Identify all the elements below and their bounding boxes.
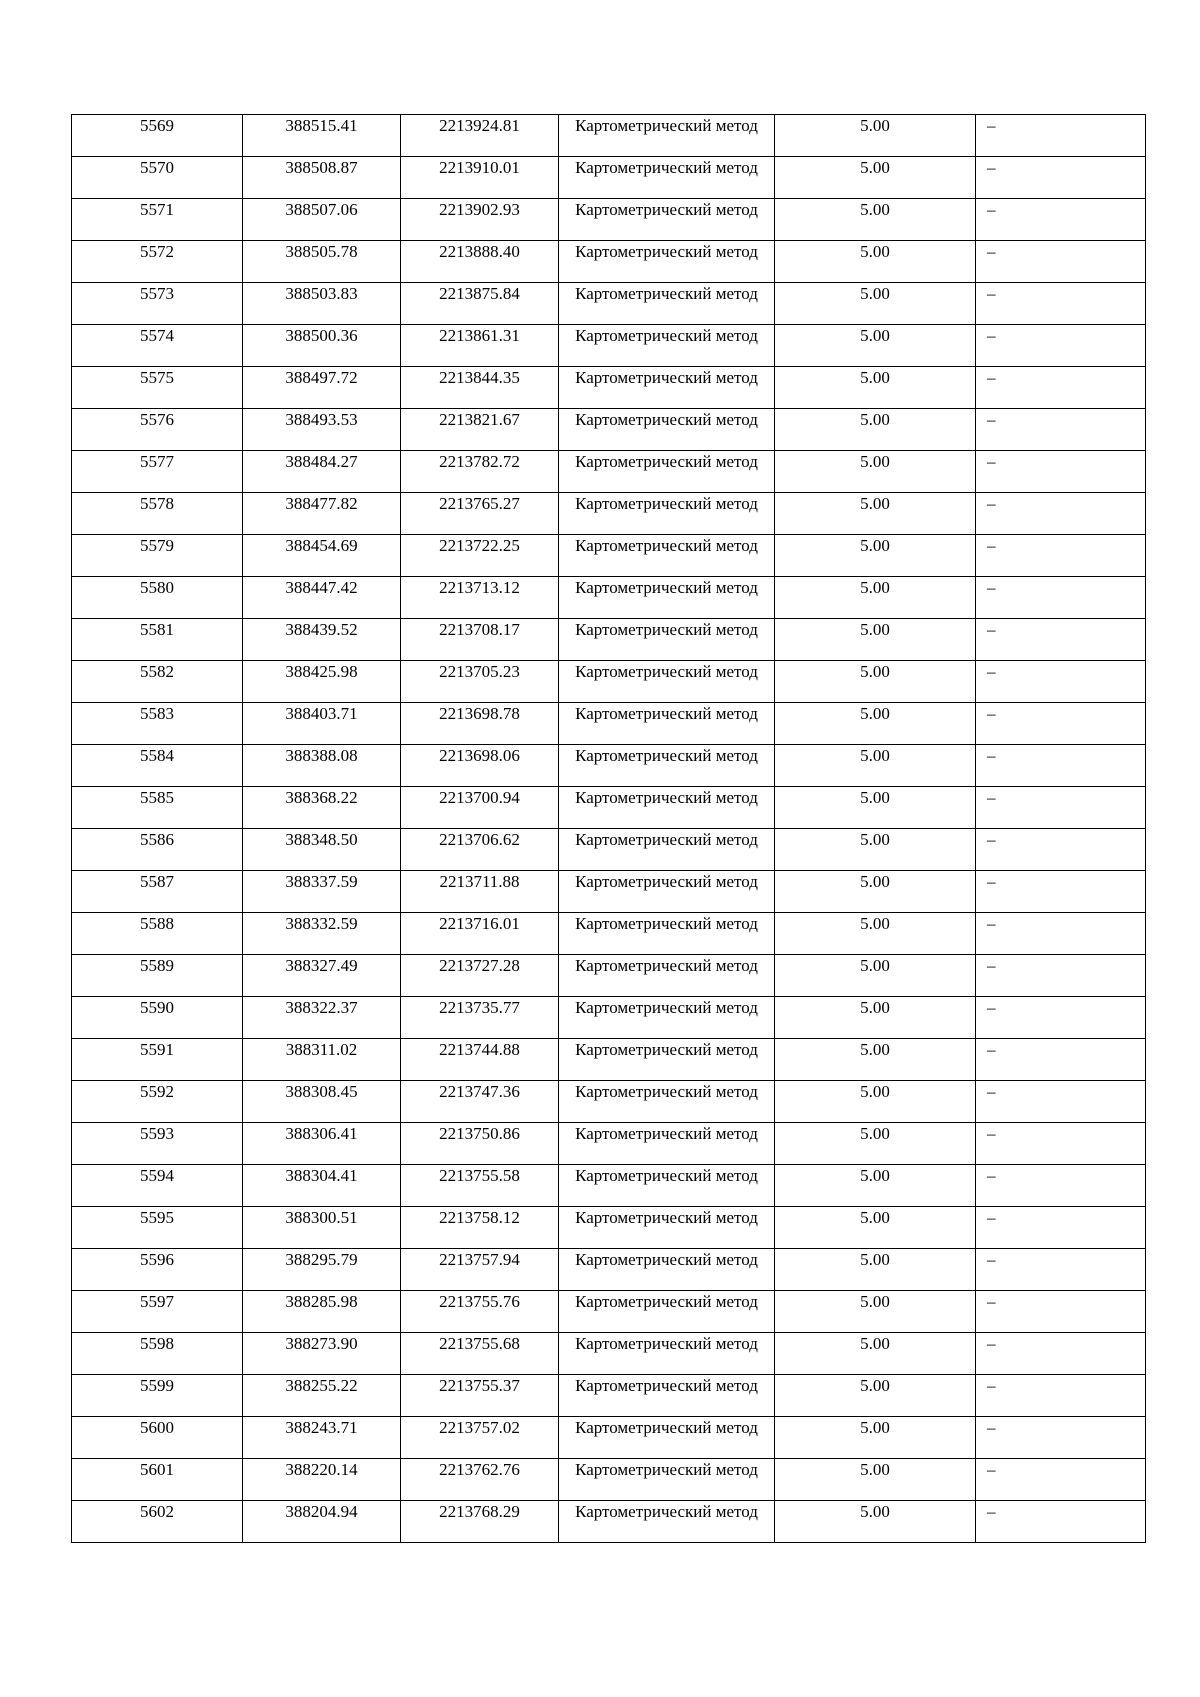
coordinate-x-cell: 388337.59 — [243, 871, 401, 913]
coordinate-y-cell: 2213755.37 — [401, 1375, 559, 1417]
coordinate-y-cell: 2213727.28 — [401, 955, 559, 997]
precision-cell: 5.00 — [775, 1417, 976, 1459]
coordinate-x-cell: 388273.90 — [243, 1333, 401, 1375]
point-number-cell: 5579 — [72, 535, 243, 577]
coordinate-y-cell: 2213722.25 — [401, 535, 559, 577]
note-cell: – — [976, 1039, 1146, 1081]
coordinate-y-cell: 2213716.01 — [401, 913, 559, 955]
method-cell: Картометрический метод — [559, 1123, 775, 1165]
point-number-cell: 5585 — [72, 787, 243, 829]
method-cell: Картометрический метод — [559, 535, 775, 577]
precision-cell: 5.00 — [775, 1123, 976, 1165]
table-row — [72, 199, 1146, 241]
point-number-cell: 5594 — [72, 1165, 243, 1207]
point-number-cell: 5598 — [72, 1333, 243, 1375]
table-row — [72, 871, 1146, 913]
coordinate-x-cell: 388243.71 — [243, 1417, 401, 1459]
coordinate-y-cell: 2213711.88 — [401, 871, 559, 913]
precision-cell: 5.00 — [775, 829, 976, 871]
coordinate-y-cell: 2213758.12 — [401, 1207, 559, 1249]
note-cell: – — [976, 1123, 1146, 1165]
note-cell: – — [976, 703, 1146, 745]
table-row — [72, 367, 1146, 409]
precision-cell: 5.00 — [775, 1291, 976, 1333]
precision-cell: 5.00 — [775, 1039, 976, 1081]
method-cell: Картометрический метод — [559, 1207, 775, 1249]
coordinate-y-cell: 2213700.94 — [401, 787, 559, 829]
point-number-cell: 5593 — [72, 1123, 243, 1165]
precision-cell: 5.00 — [775, 325, 976, 367]
precision-cell: 5.00 — [775, 367, 976, 409]
note-cell: – — [976, 115, 1146, 157]
coordinate-x-cell: 388500.36 — [243, 325, 401, 367]
point-number-cell: 5573 — [72, 283, 243, 325]
precision-cell: 5.00 — [775, 535, 976, 577]
method-cell: Картометрический метод — [559, 1165, 775, 1207]
note-cell: – — [976, 367, 1146, 409]
precision-cell: 5.00 — [775, 1081, 976, 1123]
coordinate-y-cell: 2213698.78 — [401, 703, 559, 745]
point-number-cell: 5572 — [72, 241, 243, 283]
table-row — [72, 1291, 1146, 1333]
coordinate-y-cell: 2213821.67 — [401, 409, 559, 451]
point-number-cell: 5596 — [72, 1249, 243, 1291]
precision-cell: 5.00 — [775, 409, 976, 451]
point-number-cell: 5595 — [72, 1207, 243, 1249]
coordinate-x-cell: 388304.41 — [243, 1165, 401, 1207]
precision-cell: 5.00 — [775, 955, 976, 997]
coordinate-x-cell: 388503.83 — [243, 283, 401, 325]
method-cell: Картометрический метод — [559, 997, 775, 1039]
coordinate-y-cell: 2213713.12 — [401, 577, 559, 619]
precision-cell: 5.00 — [775, 1375, 976, 1417]
method-cell: Картометрический метод — [559, 661, 775, 703]
note-cell: – — [976, 1249, 1146, 1291]
point-number-cell: 5600 — [72, 1417, 243, 1459]
method-cell: Картометрический метод — [559, 115, 775, 157]
point-number-cell: 5583 — [72, 703, 243, 745]
coordinate-y-cell: 2213910.01 — [401, 157, 559, 199]
coordinate-x-cell: 388220.14 — [243, 1459, 401, 1501]
precision-cell: 5.00 — [775, 1501, 976, 1543]
coordinate-x-cell: 388497.72 — [243, 367, 401, 409]
method-cell: Картометрический метод — [559, 913, 775, 955]
coordinate-x-cell: 388308.45 — [243, 1081, 401, 1123]
note-cell: – — [976, 199, 1146, 241]
point-number-cell: 5590 — [72, 997, 243, 1039]
table-row — [72, 1459, 1146, 1501]
coordinate-x-cell: 388477.82 — [243, 493, 401, 535]
note-cell: – — [976, 1207, 1146, 1249]
note-cell: – — [976, 1417, 1146, 1459]
table-row — [72, 1375, 1146, 1417]
precision-cell: 5.00 — [775, 787, 976, 829]
precision-cell: 5.00 — [775, 871, 976, 913]
table-row — [72, 787, 1146, 829]
coordinates-table-body — [72, 115, 1146, 1543]
coordinate-y-cell: 2213765.27 — [401, 493, 559, 535]
method-cell: Картометрический метод — [559, 409, 775, 451]
method-cell: Картометрический метод — [559, 829, 775, 871]
method-cell: Картометрический метод — [559, 1501, 775, 1543]
method-cell: Картометрический метод — [559, 493, 775, 535]
table-row — [72, 955, 1146, 997]
method-cell: Картометрический метод — [559, 955, 775, 997]
method-cell: Картометрический метод — [559, 283, 775, 325]
coordinate-y-cell: 2213782.72 — [401, 451, 559, 493]
precision-cell: 5.00 — [775, 1249, 976, 1291]
note-cell: – — [976, 619, 1146, 661]
coordinate-y-cell: 2213708.17 — [401, 619, 559, 661]
note-cell: – — [976, 1081, 1146, 1123]
method-cell: Картометрический метод — [559, 745, 775, 787]
table-row — [72, 1081, 1146, 1123]
coordinate-y-cell: 2213705.23 — [401, 661, 559, 703]
precision-cell: 5.00 — [775, 619, 976, 661]
table-row — [72, 493, 1146, 535]
point-number-cell: 5592 — [72, 1081, 243, 1123]
coordinate-y-cell: 2213844.35 — [401, 367, 559, 409]
note-cell: – — [976, 1459, 1146, 1501]
table-row — [72, 241, 1146, 283]
table-row — [72, 451, 1146, 493]
method-cell: Картометрический метод — [559, 787, 775, 829]
method-cell: Картометрический метод — [559, 157, 775, 199]
method-cell: Картометрический метод — [559, 241, 775, 283]
coordinate-x-cell: 388388.08 — [243, 745, 401, 787]
note-cell: – — [976, 535, 1146, 577]
note-cell: – — [976, 157, 1146, 199]
point-number-cell: 5577 — [72, 451, 243, 493]
table-row — [72, 1039, 1146, 1081]
point-number-cell: 5569 — [72, 115, 243, 157]
method-cell: Картометрический метод — [559, 451, 775, 493]
coordinate-y-cell: 2213755.68 — [401, 1333, 559, 1375]
point-number-cell: 5602 — [72, 1501, 243, 1543]
precision-cell: 5.00 — [775, 661, 976, 703]
method-cell: Картометрический метод — [559, 1417, 775, 1459]
note-cell: – — [976, 1291, 1146, 1333]
point-number-cell: 5580 — [72, 577, 243, 619]
precision-cell: 5.00 — [775, 577, 976, 619]
coordinate-y-cell: 2213757.02 — [401, 1417, 559, 1459]
table-row — [72, 745, 1146, 787]
note-cell: – — [976, 1501, 1146, 1543]
point-number-cell: 5570 — [72, 157, 243, 199]
coordinate-y-cell: 2213762.76 — [401, 1459, 559, 1501]
coordinate-x-cell: 388255.22 — [243, 1375, 401, 1417]
table-row — [72, 829, 1146, 871]
precision-cell: 5.00 — [775, 1459, 976, 1501]
point-number-cell: 5581 — [72, 619, 243, 661]
table-row — [72, 1249, 1146, 1291]
coordinate-y-cell: 2213750.86 — [401, 1123, 559, 1165]
precision-cell: 5.00 — [775, 115, 976, 157]
note-cell: – — [976, 1333, 1146, 1375]
coordinate-x-cell: 388505.78 — [243, 241, 401, 283]
note-cell: – — [976, 283, 1146, 325]
point-number-cell: 5601 — [72, 1459, 243, 1501]
point-number-cell: 5576 — [72, 409, 243, 451]
method-cell: Картометрический метод — [559, 577, 775, 619]
point-number-cell: 5587 — [72, 871, 243, 913]
coordinate-x-cell: 388454.69 — [243, 535, 401, 577]
coordinate-x-cell: 388447.42 — [243, 577, 401, 619]
coordinate-x-cell: 388285.98 — [243, 1291, 401, 1333]
table-row — [72, 913, 1146, 955]
coordinates-table — [71, 114, 1146, 1543]
method-cell: Картометрический метод — [559, 199, 775, 241]
point-number-cell: 5575 — [72, 367, 243, 409]
coordinate-y-cell: 2213755.76 — [401, 1291, 559, 1333]
precision-cell: 5.00 — [775, 913, 976, 955]
coordinate-y-cell: 2213924.81 — [401, 115, 559, 157]
table-row — [72, 1123, 1146, 1165]
table-row — [72, 1501, 1146, 1543]
coordinate-x-cell: 388425.98 — [243, 661, 401, 703]
method-cell: Картометрический метод — [559, 1375, 775, 1417]
note-cell: – — [976, 955, 1146, 997]
table-row — [72, 661, 1146, 703]
table-row — [72, 115, 1146, 157]
note-cell: – — [976, 913, 1146, 955]
precision-cell: 5.00 — [775, 745, 976, 787]
point-number-cell: 5586 — [72, 829, 243, 871]
note-cell: – — [976, 577, 1146, 619]
point-number-cell: 5589 — [72, 955, 243, 997]
method-cell: Картометрический метод — [559, 367, 775, 409]
table-row — [72, 619, 1146, 661]
method-cell: Картометрический метод — [559, 1459, 775, 1501]
note-cell: – — [976, 325, 1146, 367]
table-row — [72, 1333, 1146, 1375]
note-cell: – — [976, 241, 1146, 283]
precision-cell: 5.00 — [775, 1165, 976, 1207]
point-number-cell: 5574 — [72, 325, 243, 367]
point-number-cell: 5584 — [72, 745, 243, 787]
coordinate-y-cell: 2213875.84 — [401, 283, 559, 325]
note-cell: – — [976, 1375, 1146, 1417]
method-cell: Картометрический метод — [559, 1081, 775, 1123]
coordinate-x-cell: 388306.41 — [243, 1123, 401, 1165]
note-cell: – — [976, 997, 1146, 1039]
method-cell: Картометрический метод — [559, 871, 775, 913]
precision-cell: 5.00 — [775, 283, 976, 325]
coordinate-x-cell: 388493.53 — [243, 409, 401, 451]
coordinate-y-cell: 2213747.36 — [401, 1081, 559, 1123]
coordinate-y-cell: 2213744.88 — [401, 1039, 559, 1081]
note-cell: – — [976, 409, 1146, 451]
coordinate-y-cell: 2213757.94 — [401, 1249, 559, 1291]
method-cell: Картометрический метод — [559, 1249, 775, 1291]
point-number-cell: 5591 — [72, 1039, 243, 1081]
coordinate-x-cell: 388403.71 — [243, 703, 401, 745]
note-cell: – — [976, 451, 1146, 493]
coordinate-y-cell: 2213888.40 — [401, 241, 559, 283]
point-number-cell: 5571 — [72, 199, 243, 241]
precision-cell: 5.00 — [775, 997, 976, 1039]
method-cell: Картометрический метод — [559, 325, 775, 367]
table-row — [72, 1417, 1146, 1459]
method-cell: Картометрический метод — [559, 619, 775, 661]
table-row — [72, 1207, 1146, 1249]
coordinate-y-cell: 2213755.58 — [401, 1165, 559, 1207]
note-cell: – — [976, 493, 1146, 535]
coordinate-y-cell: 2213706.62 — [401, 829, 559, 871]
precision-cell: 5.00 — [775, 493, 976, 535]
table-row — [72, 1165, 1146, 1207]
coordinate-x-cell: 388204.94 — [243, 1501, 401, 1543]
precision-cell: 5.00 — [775, 1333, 976, 1375]
coordinate-x-cell: 388327.49 — [243, 955, 401, 997]
method-cell: Картометрический метод — [559, 1039, 775, 1081]
coordinate-x-cell: 388508.87 — [243, 157, 401, 199]
precision-cell: 5.00 — [775, 241, 976, 283]
point-number-cell: 5597 — [72, 1291, 243, 1333]
point-number-cell: 5588 — [72, 913, 243, 955]
note-cell: – — [976, 871, 1146, 913]
coordinate-x-cell: 388332.59 — [243, 913, 401, 955]
coordinate-y-cell: 2213902.93 — [401, 199, 559, 241]
precision-cell: 5.00 — [775, 199, 976, 241]
coordinate-x-cell: 388295.79 — [243, 1249, 401, 1291]
table-row — [72, 703, 1146, 745]
point-number-cell: 5599 — [72, 1375, 243, 1417]
note-cell: – — [976, 661, 1146, 703]
precision-cell: 5.00 — [775, 157, 976, 199]
coordinate-x-cell: 388348.50 — [243, 829, 401, 871]
coordinate-y-cell: 2213698.06 — [401, 745, 559, 787]
note-cell: – — [976, 745, 1146, 787]
table-row — [72, 157, 1146, 199]
table-row — [72, 535, 1146, 577]
note-cell: – — [976, 787, 1146, 829]
table-row — [72, 577, 1146, 619]
method-cell: Картометрический метод — [559, 1291, 775, 1333]
coordinate-x-cell: 388300.51 — [243, 1207, 401, 1249]
table-row — [72, 997, 1146, 1039]
coordinate-y-cell: 2213861.31 — [401, 325, 559, 367]
coordinate-x-cell: 388507.06 — [243, 199, 401, 241]
table-row — [72, 325, 1146, 367]
table-row — [72, 283, 1146, 325]
note-cell: – — [976, 829, 1146, 871]
method-cell: Картометрический метод — [559, 1333, 775, 1375]
precision-cell: 5.00 — [775, 451, 976, 493]
point-number-cell: 5582 — [72, 661, 243, 703]
coordinate-x-cell: 388311.02 — [243, 1039, 401, 1081]
method-cell: Картометрический метод — [559, 703, 775, 745]
coordinate-x-cell: 388484.27 — [243, 451, 401, 493]
coordinate-y-cell: 2213735.77 — [401, 997, 559, 1039]
precision-cell: 5.00 — [775, 703, 976, 745]
table-row — [72, 409, 1146, 451]
coordinate-x-cell: 388515.41 — [243, 115, 401, 157]
coordinate-y-cell: 2213768.29 — [401, 1501, 559, 1543]
coordinate-x-cell: 388322.37 — [243, 997, 401, 1039]
precision-cell: 5.00 — [775, 1207, 976, 1249]
point-number-cell: 5578 — [72, 493, 243, 535]
note-cell: – — [976, 1165, 1146, 1207]
coordinate-x-cell: 388439.52 — [243, 619, 401, 661]
coordinate-x-cell: 388368.22 — [243, 787, 401, 829]
